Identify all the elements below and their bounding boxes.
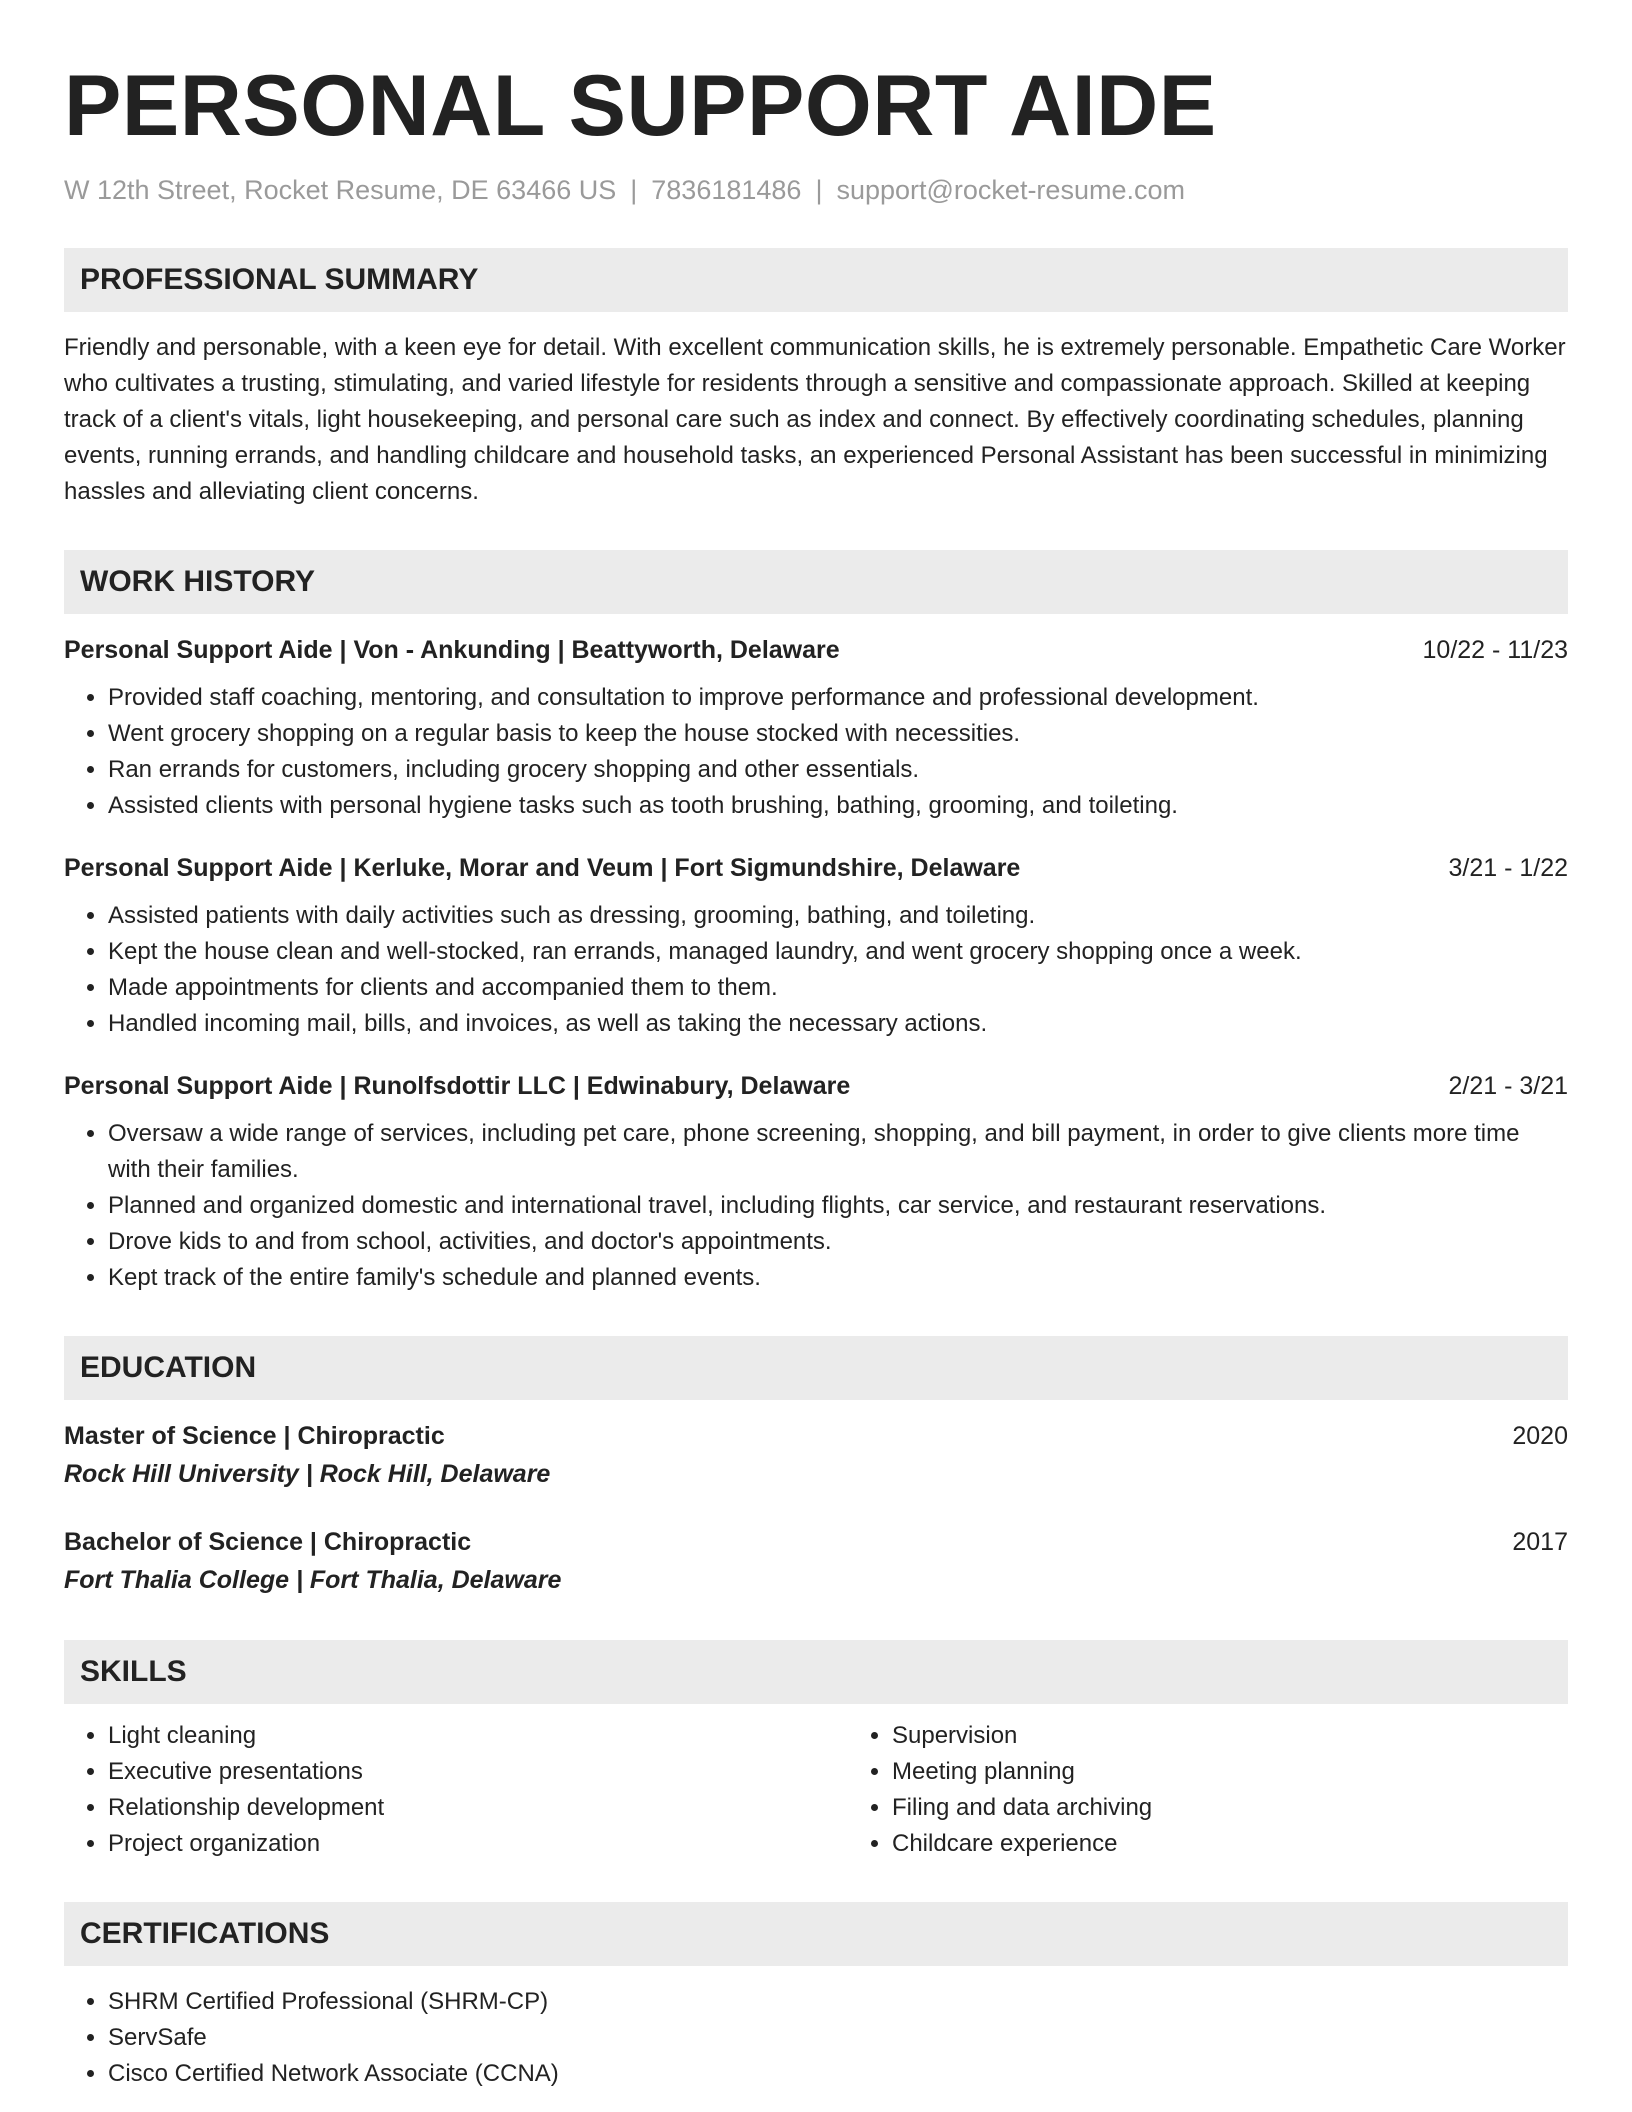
- education-school: Fort Thalia College | Fort Thalia, Delaware: [64, 1566, 562, 1594]
- contact-line: [64, 172, 1568, 208]
- job-entry: [64, 1068, 1568, 1296]
- skills-column-right: [848, 1718, 1632, 1862]
- contact-separator: |: [815, 175, 823, 205]
- skill-item: • Project organization: [108, 1826, 848, 1862]
- job-bullet: • Went grocery shopping on a regular basis to keep the house stocked with necessities.: [108, 716, 1568, 752]
- job-bullets: [64, 680, 1568, 824]
- contact-address: W 12th Street, Rocket Resume, DE 63466 US: [64, 175, 617, 205]
- section-header-certifications: CERTIFICATIONS: [64, 1902, 1568, 1966]
- education-degree: Master of Science | Chiropractic: [64, 1422, 445, 1450]
- job-dates: 2/21 - 3/21: [1448, 1072, 1568, 1100]
- education-year: 2017: [1512, 1528, 1568, 1556]
- job-entry: [64, 850, 1568, 1042]
- skill-item: • Filing and data archiving: [892, 1790, 1632, 1826]
- job-title: Personal Support Aide | Von - Ankunding | Beattyworth, Delaware: [64, 636, 840, 664]
- summary-text: Friendly and personable, with a keen eye for detail. With excellent communication skills, he is extremely personable. Empathetic Care Worker who cultivates a trusting, stimulating, and varied lifestyle for residents through a sensitive and compassionate approach. Skilled at keeping track of a client's vitals, light housekeeping, and personal care such as index and connect. By effectively coordinating schedules, planning events, running errands, and handling childcare and household tasks, an experienced Personal Assistant has been successful in minimizing hassles and alleviating client concerns.: [64, 334, 1566, 505]
- job-dates: 10/22 - 11/23: [1422, 636, 1568, 664]
- education-school: Rock Hill University | Rock Hill, Delaware: [64, 1460, 551, 1488]
- job-bullet: • Assisted patients with daily activities such as dressing, grooming, bathing, and toileting.: [108, 898, 1568, 934]
- skill-item: • Relationship development: [108, 1790, 848, 1826]
- job-bullet: • Made appointments for clients and accompanied them to them.: [108, 970, 1568, 1006]
- section-header-work-history: WORK HISTORY: [64, 550, 1568, 614]
- section-header-skills: SKILLS: [64, 1640, 1568, 1704]
- section-header-summary: PROFESSIONAL SUMMARY: [64, 248, 1568, 312]
- skill-item: • Light cleaning: [108, 1718, 848, 1754]
- job-dates: 3/21 - 1/22: [1448, 854, 1568, 882]
- contact-phone: 7836181486: [651, 175, 802, 205]
- certification-item: • SHRM Certified Professional (SHRM-CP): [108, 1984, 1568, 2020]
- section-header-education: EDUCATION: [64, 1336, 1568, 1400]
- education-year: 2020: [1512, 1422, 1568, 1450]
- certification-item: • ServSafe: [108, 2020, 1568, 2056]
- job-bullet: • Kept the house clean and well-stocked, ran errands, managed laundry, and went grocery shopping once a week.: [108, 934, 1568, 970]
- education-entry: [64, 1524, 1568, 1600]
- resume-page: [64, 0, 1568, 2092]
- certifications-list: [64, 1984, 1568, 2092]
- skill-item: • Meeting planning: [892, 1754, 1632, 1790]
- education-entry: [64, 1418, 1568, 1494]
- job-bullets: [64, 1116, 1568, 1296]
- job-bullets: [64, 898, 1568, 1042]
- skills-list: [64, 1718, 1568, 1862]
- job-bullet: • Oversaw a wide range of services, including pet care, phone screening, shopping, and bill payment, in order to give clients more time with their families.: [108, 1116, 1568, 1188]
- certification-item: • Cisco Certified Network Associate (CCNA): [108, 2056, 1568, 2092]
- job-bullet: • Drove kids to and from school, activities, and doctor's appointments.: [108, 1224, 1568, 1260]
- job-bullet: • Ran errands for customers, including grocery shopping and other essentials.: [108, 752, 1568, 788]
- skills-column-left: [64, 1718, 848, 1862]
- job-title: Personal Support Aide | Runolfsdottir LLC | Edwinabury, Delaware: [64, 1072, 851, 1100]
- education-degree: Bachelor of Science | Chiropractic: [64, 1528, 472, 1556]
- skill-item: • Executive presentations: [108, 1754, 848, 1790]
- job-bullet: • Planned and organized domestic and international travel, including flights, car service, and restaurant reservations.: [108, 1188, 1568, 1224]
- job-bullet: • Assisted clients with personal hygiene tasks such as tooth brushing, bathing, grooming, and toileting.: [108, 788, 1568, 824]
- job-entry: [64, 632, 1568, 824]
- skill-item: • Supervision: [892, 1718, 1632, 1754]
- job-bullet: • Handled incoming mail, bills, and invoices, as well as taking the necessary actions.: [108, 1006, 1568, 1042]
- job-bullet: • Kept track of the entire family's schedule and planned events.: [108, 1260, 1568, 1296]
- contact-separator: |: [630, 175, 638, 205]
- job-bullet: • Provided staff coaching, mentoring, and consultation to improve performance and professional development.: [108, 680, 1568, 716]
- skill-item: • Childcare experience: [892, 1826, 1632, 1862]
- job-title: Personal Support Aide | Kerluke, Morar and Veum | Fort Sigmundshire, Delaware: [64, 854, 1021, 882]
- resume-name: PERSONAL SUPPORT AIDE: [64, 58, 1217, 154]
- contact-email: support@rocket-resume.com: [836, 175, 1185, 205]
